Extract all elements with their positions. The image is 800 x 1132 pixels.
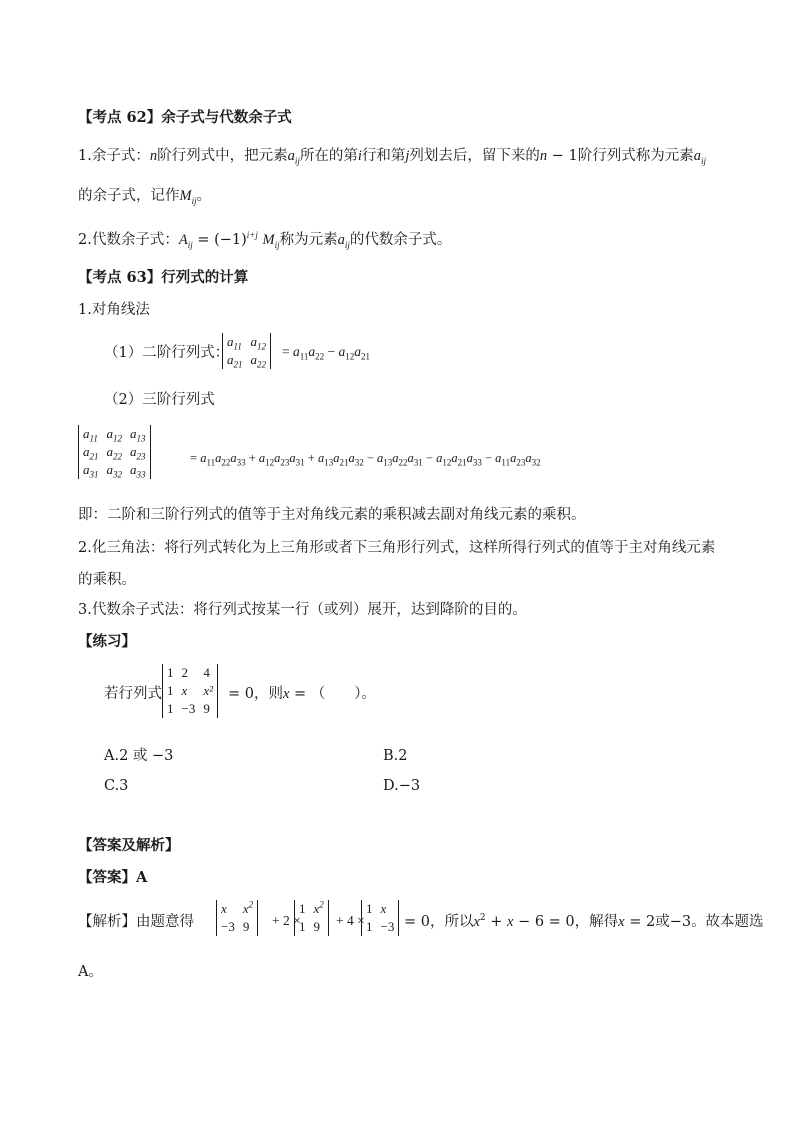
para-cofactor: 2.代数余子式：$A_{ij} = (-1)^{i+j}$ $M_{ij}$称为元素$a_{ij}$的代数余子式。 bbox=[78, 230, 452, 250]
minor-text-2: 所在的第 bbox=[299, 148, 358, 164]
option-a[interactable]: A.2 或 −3 bbox=[104, 748, 174, 764]
matrix-cell: 2 bbox=[181, 665, 188, 680]
minor-text-6: 的余子式，记作 bbox=[78, 188, 180, 204]
exercise-heading: 【练习】 bbox=[78, 633, 136, 650]
det-2x2: $a_{11}$ $a_{12}$ $a_{21}$ $a_{22}$ bbox=[222, 333, 271, 369]
minor-text-5: 阶行列式称为元素 bbox=[577, 148, 694, 164]
minor-text-7: 。 bbox=[196, 188, 212, 204]
exp-text-4: 。故本题选 bbox=[691, 914, 764, 930]
cofactor-text-1: 称为元素 bbox=[279, 232, 338, 248]
heading-62: 【考点 62】余子式与代数余子式 bbox=[78, 109, 292, 126]
minor-label: 1.余子式： bbox=[78, 148, 150, 164]
matrix-cell: 4 bbox=[203, 665, 210, 680]
exp-text-1: ，所以 bbox=[429, 914, 474, 930]
explanation-end: A。 bbox=[78, 964, 103, 980]
answer-line: 【答案】A bbox=[78, 869, 148, 886]
method-cofactor: 3.代数余子式法：将行列式按某一行（或列）展开，达到降阶的目的。 bbox=[78, 602, 527, 618]
minor-text-3: 行和第 bbox=[361, 148, 406, 164]
matrix-cell: x² bbox=[203, 683, 214, 698]
method-diagonal: 1.对角线法 bbox=[78, 302, 150, 318]
question-suffix: = 0，则x = （ ）。 bbox=[228, 686, 377, 702]
matrix-cell: 1 bbox=[167, 683, 174, 698]
minor-text-4: 列划去后，留下来的 bbox=[409, 148, 540, 164]
option-d[interactable]: D.−3 bbox=[383, 778, 421, 794]
heading-63: 【考点 63】行列式的计算 bbox=[78, 269, 249, 286]
matrix-cell: 1 bbox=[167, 701, 174, 716]
matrix-cell: x bbox=[181, 683, 188, 698]
answer-heading: 【答案及解析】 bbox=[78, 837, 180, 854]
det-3x3-formula: = $a_{11}a_{22}a_{33} + a_{12}a_{23}a_{31} + a_{13}a_{21}a_{32} - a_{13}a_{22}a_{31} - a_{12}a_{21}a_{33} - a_{11}a_{23}a_{32}$ bbox=[190, 451, 541, 468]
method-triangle: 2.化三角法：将行列式转化为上三角形或者下三角形行列式，这样所得行列式的值等于主对角线元素 bbox=[78, 540, 716, 556]
question-text-2: （ ）。 bbox=[310, 686, 377, 702]
cofactor-label: 2.代数余子式： bbox=[78, 232, 179, 248]
exp-plus-2: + 2 × bbox=[272, 913, 301, 928]
option-b[interactable]: B.2 bbox=[383, 748, 408, 764]
question-text-1: ，则 bbox=[253, 686, 283, 702]
explanation-rest: = 0，所以$x^2 + x - 6 = 0$，解得x = 2或−3。故本题选 bbox=[404, 913, 764, 930]
exp-text-2: ，解得 bbox=[574, 914, 619, 930]
exp-det-2: 1 $x^2$ 1 9 bbox=[294, 900, 329, 936]
option-c[interactable]: C.3 bbox=[104, 778, 129, 794]
question-prefix: 若行列式 bbox=[104, 686, 162, 702]
question-matrix bbox=[162, 664, 218, 718]
exp-plus-4: + 4 × bbox=[336, 913, 365, 928]
exp-det-1: x $x^2$ −3 9 bbox=[216, 900, 258, 936]
explanation-prefix: 【解析】由题意得 bbox=[78, 914, 194, 930]
det-3x3: $a_{11}$ $a_{12}$ $a_{13}$ $a_{21}$ $a_{22}$ $a_{23}$ $a_{31}$ $a_{32}$ $a_{33}$ bbox=[78, 425, 151, 479]
det-2x2-formula: = $a_{11}a_{22} - a_{12}a_{21}$ bbox=[282, 344, 371, 362]
matrix-cell: 1 bbox=[167, 665, 174, 680]
matrix-cell: 9 bbox=[203, 701, 210, 716]
sub-second-order: （1）二阶行列式： bbox=[104, 345, 230, 361]
exp-det-3: 1 x 1 −3 bbox=[361, 900, 399, 936]
method-triangle-cont: 的乘积。 bbox=[78, 572, 136, 588]
exp-text-3: 或 bbox=[655, 914, 670, 930]
minor-text-1: 阶行列式中，把元素 bbox=[157, 148, 288, 164]
para-minor: 1.余子式：n阶行列式中，把元素$a_{ij}$所在的第i行和第j列划去后，留下来的n − 1阶行列式称为元素$a_{ij}$ bbox=[78, 148, 707, 166]
matrix-cell: −3 bbox=[181, 701, 196, 716]
cofactor-text-2: 的代数余子式。 bbox=[349, 232, 452, 248]
note-diagonal: 即：二阶和三阶行列式的值等于主对角线元素的乘积减去副对角线元素的乘积。 bbox=[78, 507, 586, 523]
para-minor-cont: 的余子式，记作$M_{ij}$。 bbox=[78, 188, 212, 206]
sub-third-order: （2）三阶行列式 bbox=[104, 392, 215, 408]
